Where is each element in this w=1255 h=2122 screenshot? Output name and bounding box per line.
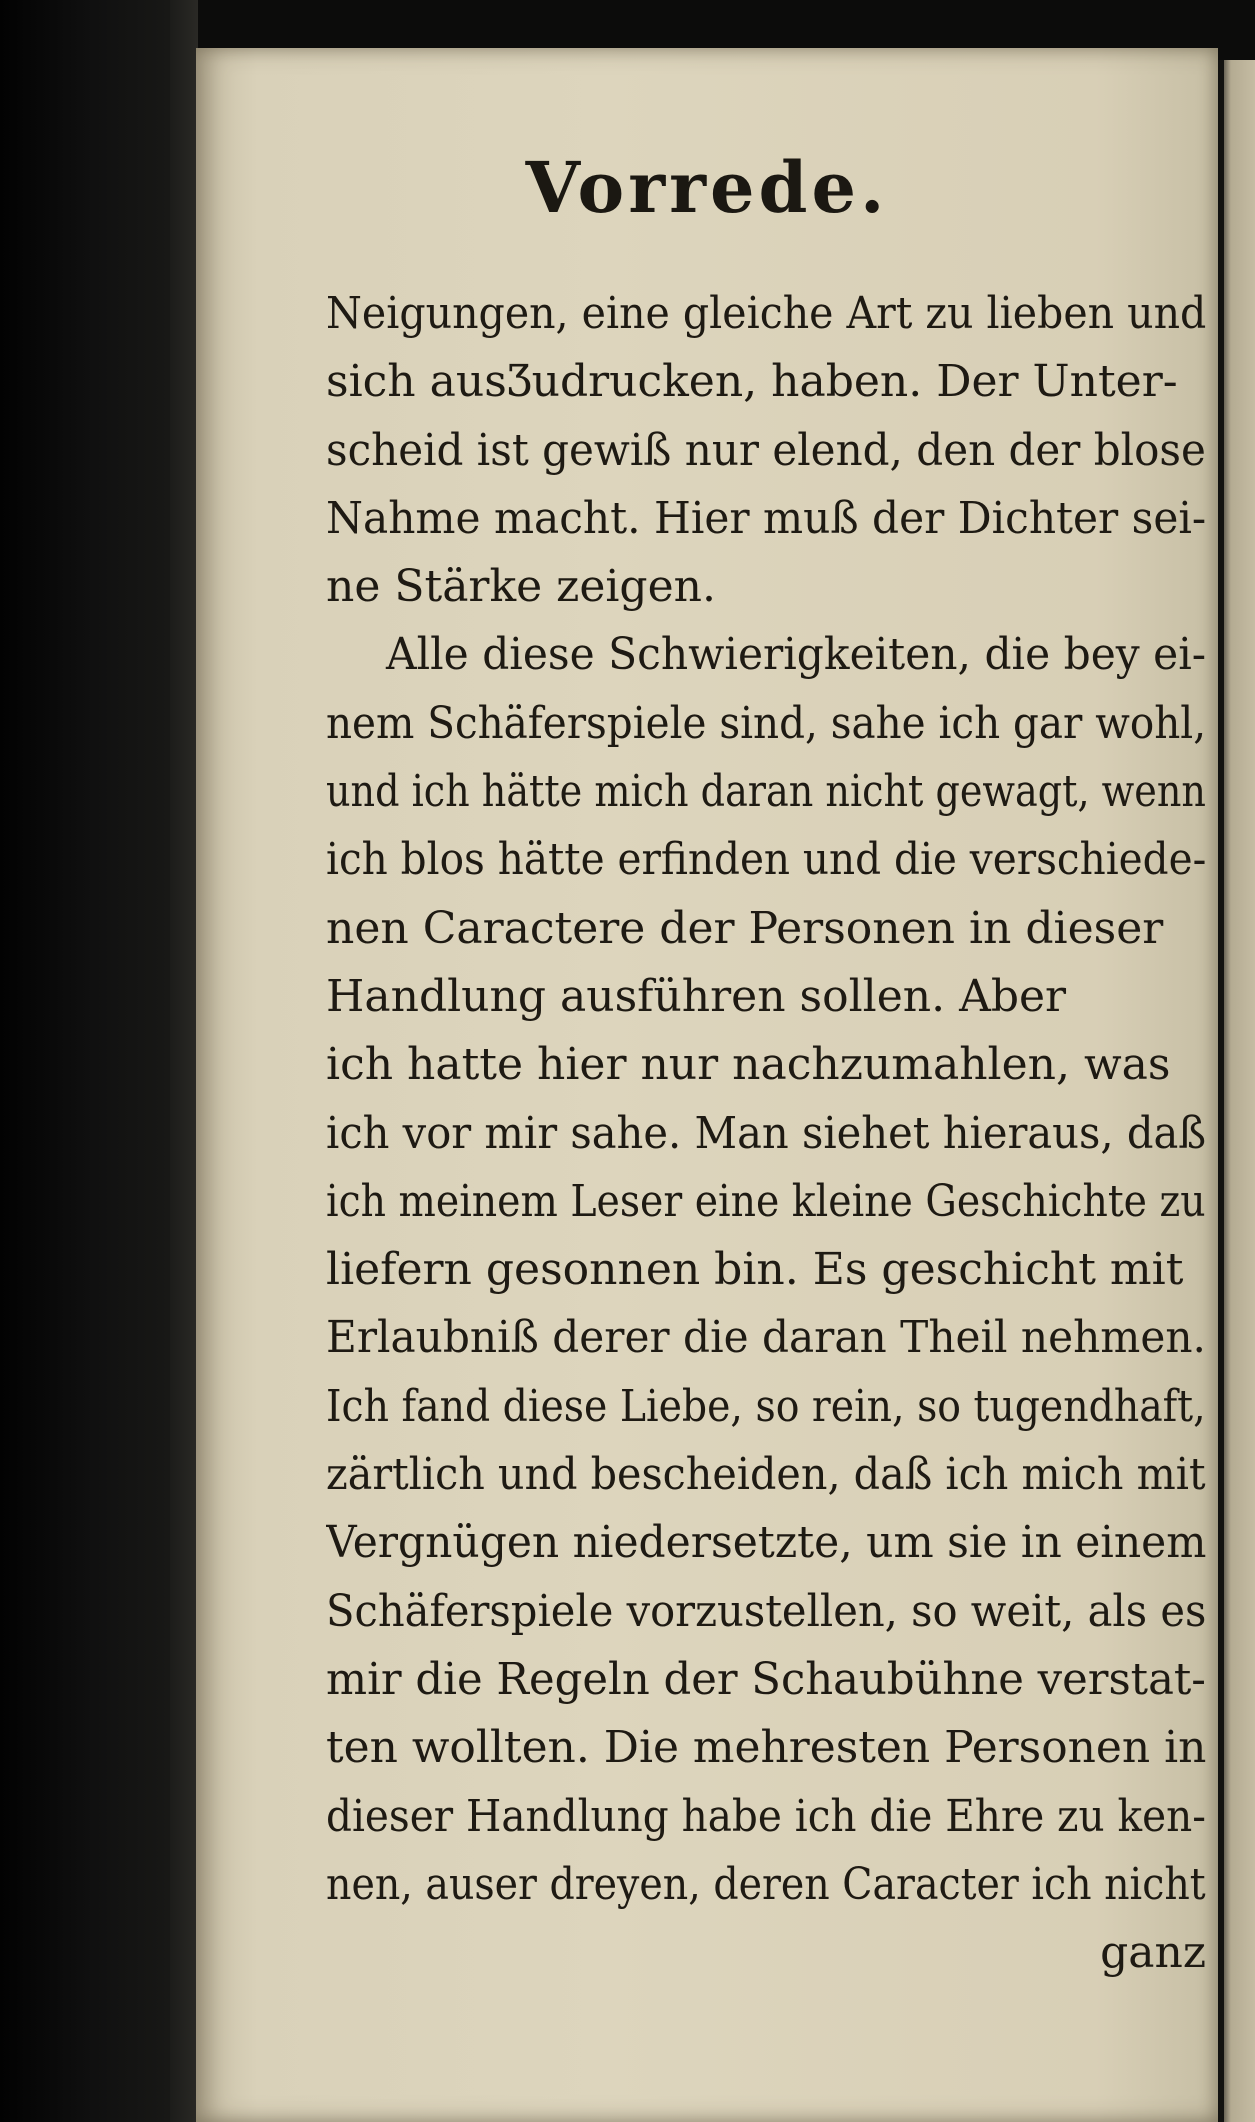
body-text <box>326 280 1206 1987</box>
text-line: sich ausƷudrucken, haben. Der Unter- <box>326 356 1178 408</box>
text-line: nen Caractere der Personen in dieser <box>326 902 1164 954</box>
text-line: nem Schäferspiele sind, sahe ich gar wohl, <box>326 697 1206 749</box>
book-page <box>196 48 1218 2122</box>
text-line: Schäferspiele vorzustellen, so weit, als es <box>326 1585 1206 1637</box>
text-line: liefern gesonnen bin. Es geschicht mit <box>326 1244 1184 1296</box>
text-line: Nahme macht. Hier muß der Dichter sei- <box>326 492 1206 544</box>
text-line: ten wollten. Die mehresten Personen in <box>326 1722 1206 1774</box>
text-line: scheid ist gewiß nur elend, den der blose <box>326 424 1206 476</box>
text-line: nen, auser dreyen, deren Caracter ich nicht <box>326 1858 1206 1910</box>
text-line: Erlaubniß derer die daran Theil nehmen. <box>326 1312 1206 1364</box>
text-line: dieser Handlung habe ich die Ehre zu ken- <box>326 1790 1206 1842</box>
text-line: Ich fand diese Liebe, so rein, so tugendhaft, <box>326 1380 1206 1432</box>
dark-background <box>0 0 170 2122</box>
text-line: und ich hätte mich daran nicht gewagt, wenn <box>326 766 1206 818</box>
text-line: mir die Regeln der Schaubühne verstat- <box>326 1653 1206 1705</box>
book-gutter <box>170 0 198 2122</box>
text-line: ich vor mir sahe. Man siehet hieraus, daß <box>326 1107 1206 1159</box>
text-line: Handlung ausführen sollen. Aber <box>326 970 1067 1022</box>
text-line: ne Stärke zeigen. <box>326 561 716 613</box>
catchword: ganz <box>1100 1927 1206 1979</box>
page-fold-shadow <box>1218 60 1224 2122</box>
text-line: ich blos hätte erfinden und die verschiede- <box>326 834 1206 886</box>
text-line-paragraph-start: Alle diese Schwierigkeiten, die bey ei- <box>386 629 1206 681</box>
text-line: Vergnügen niedersetzte, um sie in einem <box>326 1517 1206 1569</box>
text-line: ich meinem Leser eine kleine Geschichte zu <box>326 1175 1206 1227</box>
page-heading: Vorrede. <box>525 146 889 229</box>
text-line: zärtlich und bescheiden, daß ich mich mit <box>326 1449 1206 1501</box>
text-line: ich hatte hier nur nachzumahlen, was <box>326 1039 1171 1091</box>
text-line: Neigungen, eine gleiche Art zu lieben und <box>326 288 1206 339</box>
